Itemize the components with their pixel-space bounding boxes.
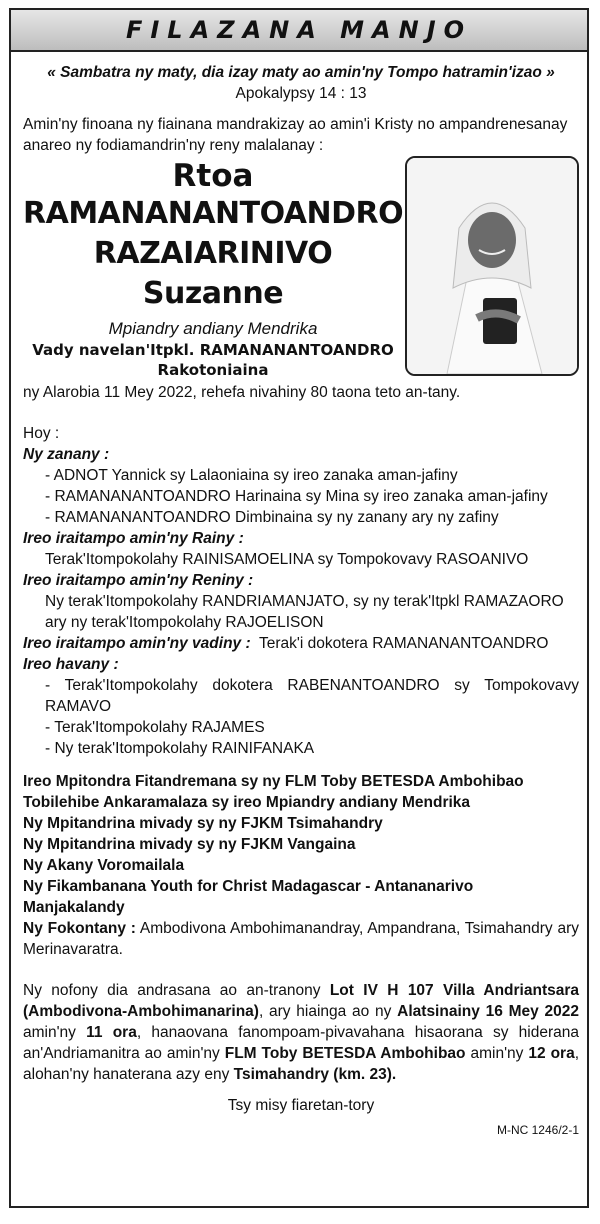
organizations-list — [23, 771, 579, 918]
funeral-text: Ny nofony dia andrasana ao an-tranony — [23, 982, 330, 999]
relative-item: - Ny terak'Itompokolahy RAINIFANAKA — [45, 740, 315, 757]
funeral-text: amin'ny — [465, 1045, 529, 1062]
deceased-name-2: RAZAIARINIVO Suzanne — [93, 236, 333, 311]
portrait-photo — [405, 156, 579, 376]
deceased-title: Rtoa — [172, 158, 254, 194]
bible-quote: « Sambatra ny maty, dia izay maty ao amin'ny Tompo hatramin'izao » — [47, 64, 555, 81]
header-banner — [11, 10, 587, 52]
funeral-details — [23, 980, 579, 1085]
organization-item: Ny Akany Voromailala — [23, 857, 185, 874]
funeral-place: Tsimahandry (km. 23). — [233, 1066, 397, 1083]
child-item: - ADNOT Yannick sy Lalaoniaina sy ireo zanaka aman-jafiny — [45, 467, 458, 484]
deceased-role: Mpiandry andiany Mendrika — [108, 319, 318, 338]
funeral-church: FLM Toby BETESDA Ambohibao — [224, 1045, 466, 1062]
spouse-side-heading: Ireo iraitampo amin'ny vadiny : — [23, 635, 251, 652]
funeral-text: amin'ny — [23, 1024, 87, 1041]
funeral-text: , alohan'ny hanaterana azy eny — [23, 1045, 580, 1083]
child-item: - RAMANANANTOANDRO Dimbinaina sy ny zanany ary ny zafiny — [45, 509, 499, 526]
fokontany-label: Ny Fokontany : — [23, 920, 136, 937]
reference-code: M-NC 1246/2-1 — [496, 1123, 579, 1137]
funeral-text: , hanaovana fanompoam-pivavahana hisaorana sy hiderana an'Andriamanitra ao amin'ny — [23, 1024, 580, 1062]
child-item: - RAMANANANTOANDRO Harinaina sy Mina sy ireo zanaka aman-jafiny — [45, 488, 548, 505]
deceased-spouse-1: Vady navelan'Itpkl. RAMANANANTOANDRO — [32, 341, 394, 359]
deceased-name-block — [23, 158, 403, 380]
funeral-hour: 12 ora — [528, 1045, 575, 1062]
father-side-heading: Ireo iraitampo amin'ny Rainy : — [23, 530, 244, 547]
hoy-label: Hoy : — [23, 425, 60, 442]
obituary-frame — [9, 8, 589, 1208]
deceased-name-1: RAMANANANTOANDRO — [23, 196, 404, 231]
relative-item: - Terak'Itompokolahy dokotera RABENANTOANDRO sy Tompokovavy RAMAVO — [45, 677, 579, 715]
relative-item: - Terak'Itompokolahy RAJAMES — [45, 719, 265, 736]
header-title: FILAZANA MANJO — [125, 16, 473, 44]
organization-item: Ny Mpitandrina mivady sy ny FJKM Tsimahandry — [23, 815, 383, 832]
fokontany-line — [23, 918, 579, 960]
bible-reference: Apokalypsy 14 : 13 — [235, 85, 367, 102]
spouse-side-line — [23, 633, 579, 654]
closing-text: Tsy misy fiaretan-tory — [227, 1097, 375, 1114]
funeral-hour: 11 ora — [86, 1024, 137, 1041]
relatives-heading: Ireo havany : — [23, 656, 119, 673]
mother-side-text: Ny terak'Itompokolahy RANDRIAMANJATO, sy ny terak'Itpkl RAMAZAORO ary ny terak'Itompokolahy RAJOELISON — [45, 593, 564, 631]
organization-item: Ireo Mpitondra Fitandremana sy ny FLM Toby BETESDA Ambohibao Tobilehibe Ankaramalaza sy ireo Mpiandry andiany Mendrika — [23, 773, 524, 811]
spouse-side-text: Terak'i dokotera RAMANANANTOANDRO — [258, 635, 549, 652]
funeral-date: Alatsinainy 16 Mey 2022 — [397, 1003, 579, 1020]
intro-text: Amin'ny finoana ny fiainana mandrakizay ao amin'i Kristy no ampandrenesanay anareo ny fodiamandrin'ny reny malalanay : — [23, 116, 568, 154]
mother-side-heading: Ireo iraitampo amin'ny Reniny : — [23, 572, 254, 589]
death-line: ny Alarobia 11 Mey 2022, rehefa nivahiny 80 taona teto an-tany. — [23, 384, 461, 401]
funeral-address: Lot IV H 107 Villa Andriantsara (Ambodivona-Ambohimanarina) — [23, 982, 579, 1020]
children-heading: Ny zanany : — [23, 446, 110, 463]
intro-section — [23, 114, 579, 379]
funeral-text: , ary hiainga ao ny — [258, 1003, 398, 1020]
fokontany-text: Ambodivona Ambohimanandray, Ampandrana, Tsimahandry ary Merinavaratra. — [23, 920, 580, 958]
organization-item: Ny Fikambanana Youth for Christ Madagascar - Antananarivo Manjakalandy — [23, 878, 474, 916]
obituary-content — [23, 62, 579, 1141]
organization-item: Ny Mpitandrina mivady sy ny FJKM Vangaina — [23, 836, 356, 853]
father-side-text: Terak'Itompokolahy RAINISAMOELINA sy Tompokovavy RASOANIVO — [45, 551, 529, 568]
deceased-spouse-2: Rakotoniaina — [157, 361, 269, 379]
